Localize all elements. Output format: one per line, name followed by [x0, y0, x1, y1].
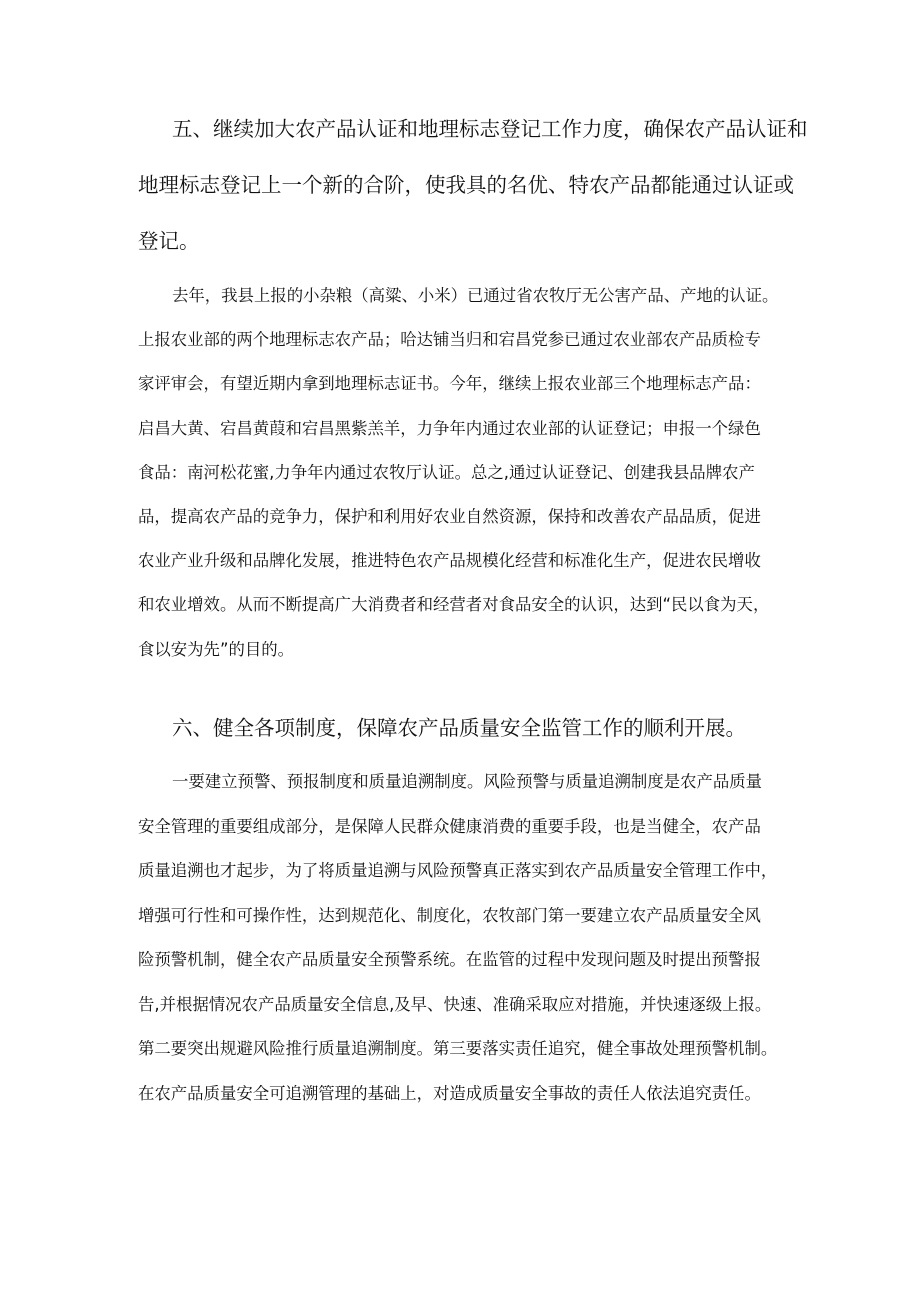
- paragraph-line: 启昌大黄、宕昌黄葭和宕昌黑紫羔羊，力争年内通过农业部的认证登记；申报一个绿色: [138, 418, 761, 438]
- paragraph-line: 品，提高农产品的竞争力，保护和利用好农业自然资源，保持和改善农产品品质，促进: [138, 506, 761, 526]
- heading-line: 五、继续加大农产品认证和地理标志登记工作力度，确保农产品认证和: [172, 117, 808, 141]
- paragraph-line: 增强可行性和可操作性，达到规范化、制度化，农牧部门第一要建立农产品质量安全风: [138, 905, 761, 925]
- section-5-heading: [138, 117, 808, 253]
- paragraph-line: 质量追溯也才起步，为了将质量追溯与风险预警真正落实到农产品质量安全管理工作中，: [138, 861, 778, 881]
- section-6-heading: [138, 718, 790, 739]
- paragraph-line: 家评审会，有望近期内拿到地理标志证书。今年，继续上报农业部三个地理标志产品：: [138, 374, 761, 394]
- paragraph-line: 告,并根据情况农产品质量安全信息,及早、快速、准确采取应对措施，并快速逐级上报。: [138, 994, 772, 1014]
- heading-line: 六、健全各项制度，保障农产品质量安全监管工作的顺利开展。: [172, 716, 746, 740]
- section-5-paragraph: [138, 288, 790, 658]
- paragraph-line: 一要建立预警、预报制度和质量追溯制度。风险预警与质量追溯制度是农产品质量: [172, 772, 763, 791]
- paragraph-line: 在农产品质量安全可追溯管理的基础上，对造成质量安全事故的责任人依法追究责任。: [138, 1084, 761, 1104]
- paragraph-line: 上报农业部的两个地理标志农产品；哈达铺当归和宕昌党参已通过农业部农产品质检专: [138, 330, 761, 350]
- paragraph-line: 安全管理的重要组成部分，是保障人民群众健康消费的重要手段，也是当健全，农产品: [138, 816, 761, 836]
- paragraph-line: 去年，我县上报的小杂粮（高粱、小米）已通过省农牧厅无公害产品、产地的认证。: [172, 286, 779, 305]
- heading-line: 登记。: [138, 229, 200, 253]
- paragraph-line: 第二要突出规避风险推行质量追溯制度。第三要落实责任追究，健全事故处理预警机制。: [138, 1039, 778, 1059]
- section-6-paragraph: [138, 774, 790, 1102]
- paragraph-line: 农业产业升级和品牌化发展，推进特色农产品规模化经营和标准化生产，促进农民增收: [138, 551, 761, 571]
- heading-line: 地理标志登记上一个新的合阶，使我具的名优、特农产品都能通过认证或: [138, 173, 794, 197]
- paragraph-line: 食品：南河松花蜜,力争年内通过农牧厅认证。总之,通过认证登记、创建我县品牌农产: [138, 462, 755, 482]
- paragraph-line: 和农业增效。从而不断提高广大消费者和经营者对食品安全的认识，达到“民以食为天，: [138, 595, 770, 615]
- paragraph-line: 食以安为先”的目的。: [138, 639, 295, 659]
- paragraph-line: 险预警机制，健全农产品质量安全预警系统。在监管的过程中发现问题及时提出预警报: [138, 950, 761, 970]
